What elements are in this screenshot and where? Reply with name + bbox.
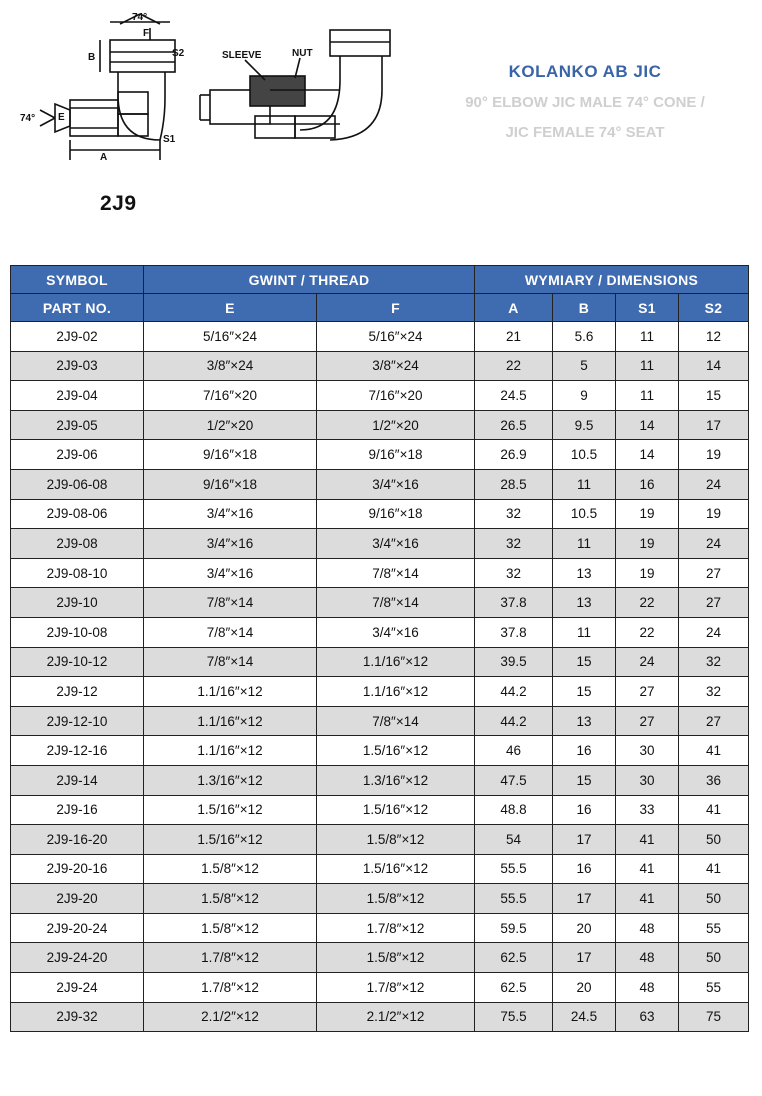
header-dimensions: WYMIARY / DIMENSIONS xyxy=(475,266,749,294)
cell-part: 2J9-02 xyxy=(11,322,144,352)
cell-f: 9/16″×18 xyxy=(317,440,475,470)
table-row xyxy=(11,558,749,588)
header-e: E xyxy=(144,294,317,322)
cell-part: 2J9-16 xyxy=(11,795,144,825)
cell-s2: 17 xyxy=(679,410,749,440)
cell-b: 20 xyxy=(553,973,616,1003)
cell-part: 2J9-20-24 xyxy=(11,913,144,943)
cell-a: 32 xyxy=(475,499,553,529)
cell-s2: 24 xyxy=(679,469,749,499)
cell-f: 1.5/8″×12 xyxy=(317,825,475,855)
cell-e: 1.1/16″×12 xyxy=(144,736,317,766)
cell-a: 62.5 xyxy=(475,943,553,973)
cell-b: 10.5 xyxy=(553,499,616,529)
label-a: A xyxy=(100,152,108,163)
cell-a: 54 xyxy=(475,825,553,855)
cell-s2: 24 xyxy=(679,529,749,559)
cell-s2: 36 xyxy=(679,765,749,795)
table-row xyxy=(11,736,749,766)
cell-b: 9.5 xyxy=(553,410,616,440)
cell-e: 1.5/8″×12 xyxy=(144,913,317,943)
cell-e: 1.7/8″×12 xyxy=(144,973,317,1003)
cell-s2: 41 xyxy=(679,854,749,884)
cell-part: 2J9-10 xyxy=(11,588,144,618)
cell-s1: 30 xyxy=(616,736,679,766)
label-s1: S1 xyxy=(163,134,176,145)
cell-a: 32 xyxy=(475,529,553,559)
table-row xyxy=(11,825,749,855)
cell-s1: 48 xyxy=(616,973,679,1003)
cell-a: 26.5 xyxy=(475,410,553,440)
cell-s1: 48 xyxy=(616,943,679,973)
cell-b: 15 xyxy=(553,677,616,707)
cell-b: 17 xyxy=(553,825,616,855)
title-main: KOLANKO AB JIC xyxy=(508,62,662,81)
header-symbol: SYMBOL xyxy=(11,266,144,294)
cell-part: 2J9-12 xyxy=(11,677,144,707)
cell-e: 1.7/8″×12 xyxy=(144,943,317,973)
cell-s1: 41 xyxy=(616,854,679,884)
cell-b: 16 xyxy=(553,795,616,825)
cell-e: 7/8″×14 xyxy=(144,588,317,618)
cell-s2: 50 xyxy=(679,825,749,855)
cell-s2: 41 xyxy=(679,736,749,766)
title-subtitle xyxy=(440,88,730,148)
cell-s1: 22 xyxy=(616,588,679,618)
cell-e: 5/16″×24 xyxy=(144,322,317,352)
cell-e: 9/16″×18 xyxy=(144,469,317,499)
cell-s1: 33 xyxy=(616,795,679,825)
label-e: E xyxy=(58,112,65,123)
cell-e: 1.5/8″×12 xyxy=(144,854,317,884)
cell-f: 1.1/16″×12 xyxy=(317,647,475,677)
label-sleeve: SLEEVE xyxy=(222,50,262,61)
cell-a: 24.5 xyxy=(475,381,553,411)
table-row xyxy=(11,588,749,618)
cell-s1: 19 xyxy=(616,529,679,559)
cell-part: 2J9-06 xyxy=(11,440,144,470)
cell-part: 2J9-08-06 xyxy=(11,499,144,529)
table-row xyxy=(11,499,749,529)
cell-a: 44.2 xyxy=(475,677,553,707)
cell-a: 28.5 xyxy=(475,469,553,499)
cell-f: 1.3/16″×12 xyxy=(317,765,475,795)
cell-e: 1/2″×20 xyxy=(144,410,317,440)
cell-f: 1/2″×20 xyxy=(317,410,475,440)
cell-a: 44.2 xyxy=(475,706,553,736)
cell-b: 13 xyxy=(553,588,616,618)
cell-s2: 19 xyxy=(679,499,749,529)
cell-e: 7/16″×20 xyxy=(144,381,317,411)
cell-part: 2J9-24-20 xyxy=(11,943,144,973)
cell-s2: 27 xyxy=(679,558,749,588)
cell-b: 24.5 xyxy=(553,1002,616,1032)
cell-a: 62.5 xyxy=(475,973,553,1003)
cell-s1: 27 xyxy=(616,677,679,707)
cell-s2: 50 xyxy=(679,884,749,914)
label-f: F xyxy=(143,28,150,39)
cell-b: 17 xyxy=(553,884,616,914)
table-body xyxy=(11,322,749,1032)
cell-s1: 63 xyxy=(616,1002,679,1032)
cell-part: 2J9-24 xyxy=(11,973,144,1003)
header-s2: S2 xyxy=(679,294,749,322)
cell-b: 5 xyxy=(553,351,616,381)
cell-f: 1.5/8″×12 xyxy=(317,884,475,914)
cell-f: 1.5/8″×12 xyxy=(317,943,475,973)
table-row xyxy=(11,943,749,973)
cell-b: 13 xyxy=(553,558,616,588)
table-row xyxy=(11,1002,749,1032)
cell-f: 9/16″×18 xyxy=(317,499,475,529)
cell-s2: 19 xyxy=(679,440,749,470)
cell-b: 15 xyxy=(553,765,616,795)
cell-part: 2J9-12-16 xyxy=(11,736,144,766)
header-row-2 xyxy=(11,294,749,322)
cell-a: 55.5 xyxy=(475,854,553,884)
cell-b: 16 xyxy=(553,854,616,884)
cell-a: 21 xyxy=(475,322,553,352)
cell-s2: 50 xyxy=(679,943,749,973)
cell-a: 39.5 xyxy=(475,647,553,677)
table-row xyxy=(11,973,749,1003)
cell-s1: 19 xyxy=(616,558,679,588)
cell-e: 3/4″×16 xyxy=(144,558,317,588)
table-row xyxy=(11,381,749,411)
cell-s1: 41 xyxy=(616,825,679,855)
cell-f: 1.5/16″×12 xyxy=(317,795,475,825)
cell-b: 9 xyxy=(553,381,616,411)
cell-f: 1.7/8″×12 xyxy=(317,913,475,943)
cell-f: 1.1/16″×12 xyxy=(317,677,475,707)
cell-s1: 19 xyxy=(616,499,679,529)
cell-s2: 55 xyxy=(679,913,749,943)
cell-a: 32 xyxy=(475,558,553,588)
dimension-table xyxy=(10,265,749,1032)
cell-s2: 55 xyxy=(679,973,749,1003)
cell-e: 1.5/16″×12 xyxy=(144,825,317,855)
cell-b: 11 xyxy=(553,617,616,647)
cell-s2: 24 xyxy=(679,617,749,647)
cell-b: 17 xyxy=(553,943,616,973)
cell-f: 7/8″×14 xyxy=(317,588,475,618)
table-row xyxy=(11,351,749,381)
cell-b: 20 xyxy=(553,913,616,943)
cell-s2: 32 xyxy=(679,677,749,707)
cell-s1: 14 xyxy=(616,410,679,440)
cell-a: 26.9 xyxy=(475,440,553,470)
cell-part: 2J9-10-08 xyxy=(11,617,144,647)
cell-s1: 22 xyxy=(616,617,679,647)
cell-f: 1.7/8″×12 xyxy=(317,973,475,1003)
cell-b: 13 xyxy=(553,706,616,736)
cell-part: 2J9-20-16 xyxy=(11,854,144,884)
cell-e: 2.1/2″×12 xyxy=(144,1002,317,1032)
cell-s2: 12 xyxy=(679,322,749,352)
cell-a: 22 xyxy=(475,351,553,381)
cell-s2: 27 xyxy=(679,706,749,736)
cell-part: 2J9-05 xyxy=(11,410,144,440)
cell-part: 2J9-03 xyxy=(11,351,144,381)
cell-e: 3/4″×16 xyxy=(144,529,317,559)
table-row xyxy=(11,617,749,647)
cell-a: 55.5 xyxy=(475,884,553,914)
cell-e: 7/8″×14 xyxy=(144,647,317,677)
cell-f: 5/16″×24 xyxy=(317,322,475,352)
table-row xyxy=(11,410,749,440)
cell-s1: 41 xyxy=(616,884,679,914)
cell-e: 1.5/16″×12 xyxy=(144,795,317,825)
cell-e: 1.5/8″×12 xyxy=(144,884,317,914)
cell-a: 37.8 xyxy=(475,617,553,647)
cell-b: 5.6 xyxy=(553,322,616,352)
cell-s1: 48 xyxy=(616,913,679,943)
cell-e: 1.3/16″×12 xyxy=(144,765,317,795)
angle-label-left: 74° xyxy=(20,113,36,124)
header-b: B xyxy=(553,294,616,322)
table-row xyxy=(11,529,749,559)
label-b: B xyxy=(88,52,96,63)
cell-e: 9/16″×18 xyxy=(144,440,317,470)
cell-f: 2.1/2″×12 xyxy=(317,1002,475,1032)
elbow-fitting-drawing xyxy=(0,0,440,225)
table-row xyxy=(11,440,749,470)
header-s1: S1 xyxy=(616,294,679,322)
cell-b: 16 xyxy=(553,736,616,766)
cell-b: 10.5 xyxy=(553,440,616,470)
cell-part: 2J9-08-10 xyxy=(11,558,144,588)
cell-s1: 11 xyxy=(616,351,679,381)
cell-s1: 11 xyxy=(616,322,679,352)
cell-f: 3/4″×16 xyxy=(317,617,475,647)
cell-part: 2J9-16-20 xyxy=(11,825,144,855)
cell-e: 1.1/16″×12 xyxy=(144,706,317,736)
cell-part: 2J9-14 xyxy=(11,765,144,795)
table-row xyxy=(11,469,749,499)
table-row xyxy=(11,647,749,677)
table-row xyxy=(11,884,749,914)
header-thread: GWINT / THREAD xyxy=(144,266,475,294)
cell-f: 7/16″×20 xyxy=(317,381,475,411)
cell-s2: 14 xyxy=(679,351,749,381)
cell-s2: 75 xyxy=(679,1002,749,1032)
cell-part: 2J9-32 xyxy=(11,1002,144,1032)
cell-f: 3/4″×16 xyxy=(317,469,475,499)
cell-s2: 15 xyxy=(679,381,749,411)
title-block xyxy=(440,62,730,148)
label-s2: S2 xyxy=(172,48,185,59)
technical-drawings xyxy=(0,0,440,225)
cell-part: 2J9-20 xyxy=(11,884,144,914)
cell-b: 11 xyxy=(553,529,616,559)
cell-part: 2J9-12-10 xyxy=(11,706,144,736)
cell-f: 7/8″×14 xyxy=(317,558,475,588)
table-row xyxy=(11,795,749,825)
label-nut: NUT xyxy=(292,48,313,59)
table-row xyxy=(11,322,749,352)
cell-a: 46 xyxy=(475,736,553,766)
cell-e: 3/8″×24 xyxy=(144,351,317,381)
table-row xyxy=(11,706,749,736)
cell-part: 2J9-04 xyxy=(11,381,144,411)
cell-part: 2J9-06-08 xyxy=(11,469,144,499)
table-row xyxy=(11,913,749,943)
cell-s1: 24 xyxy=(616,647,679,677)
header-a: A xyxy=(475,294,553,322)
cell-s1: 27 xyxy=(616,706,679,736)
cell-s1: 14 xyxy=(616,440,679,470)
cell-s2: 32 xyxy=(679,647,749,677)
cell-f: 7/8″×14 xyxy=(317,706,475,736)
cell-f: 1.5/16″×12 xyxy=(317,854,475,884)
cell-a: 47.5 xyxy=(475,765,553,795)
cell-a: 48.8 xyxy=(475,795,553,825)
cell-s1: 30 xyxy=(616,765,679,795)
title-sub-line2: JIC FEMALE 74° SEAT xyxy=(505,124,665,141)
cell-s2: 27 xyxy=(679,588,749,618)
table-row xyxy=(11,677,749,707)
table-row xyxy=(11,765,749,795)
cell-b: 11 xyxy=(553,469,616,499)
cell-e: 1.1/16″×12 xyxy=(144,677,317,707)
table-row xyxy=(11,854,749,884)
cell-e: 7/8″×14 xyxy=(144,617,317,647)
cell-part: 2J9-08 xyxy=(11,529,144,559)
cell-part: 2J9-10-12 xyxy=(11,647,144,677)
part-code: 2J9 xyxy=(100,192,137,215)
cell-f: 3/4″×16 xyxy=(317,529,475,559)
cell-s1: 11 xyxy=(616,381,679,411)
cell-f: 3/8″×24 xyxy=(317,351,475,381)
cell-a: 37.8 xyxy=(475,588,553,618)
header-f: F xyxy=(317,294,475,322)
cell-s2: 41 xyxy=(679,795,749,825)
cell-b: 15 xyxy=(553,647,616,677)
header-row-1 xyxy=(11,266,749,294)
cell-f: 1.5/16″×12 xyxy=(317,736,475,766)
angle-label-top: 74° xyxy=(132,12,148,23)
cell-s1: 16 xyxy=(616,469,679,499)
cell-a: 75.5 xyxy=(475,1002,553,1032)
header-part-no: PART NO. xyxy=(11,294,144,322)
cell-e: 3/4″×16 xyxy=(144,499,317,529)
title-sub-line1: 90° ELBOW JIC MALE 74° CONE / xyxy=(465,94,705,111)
cell-a: 59.5 xyxy=(475,913,553,943)
